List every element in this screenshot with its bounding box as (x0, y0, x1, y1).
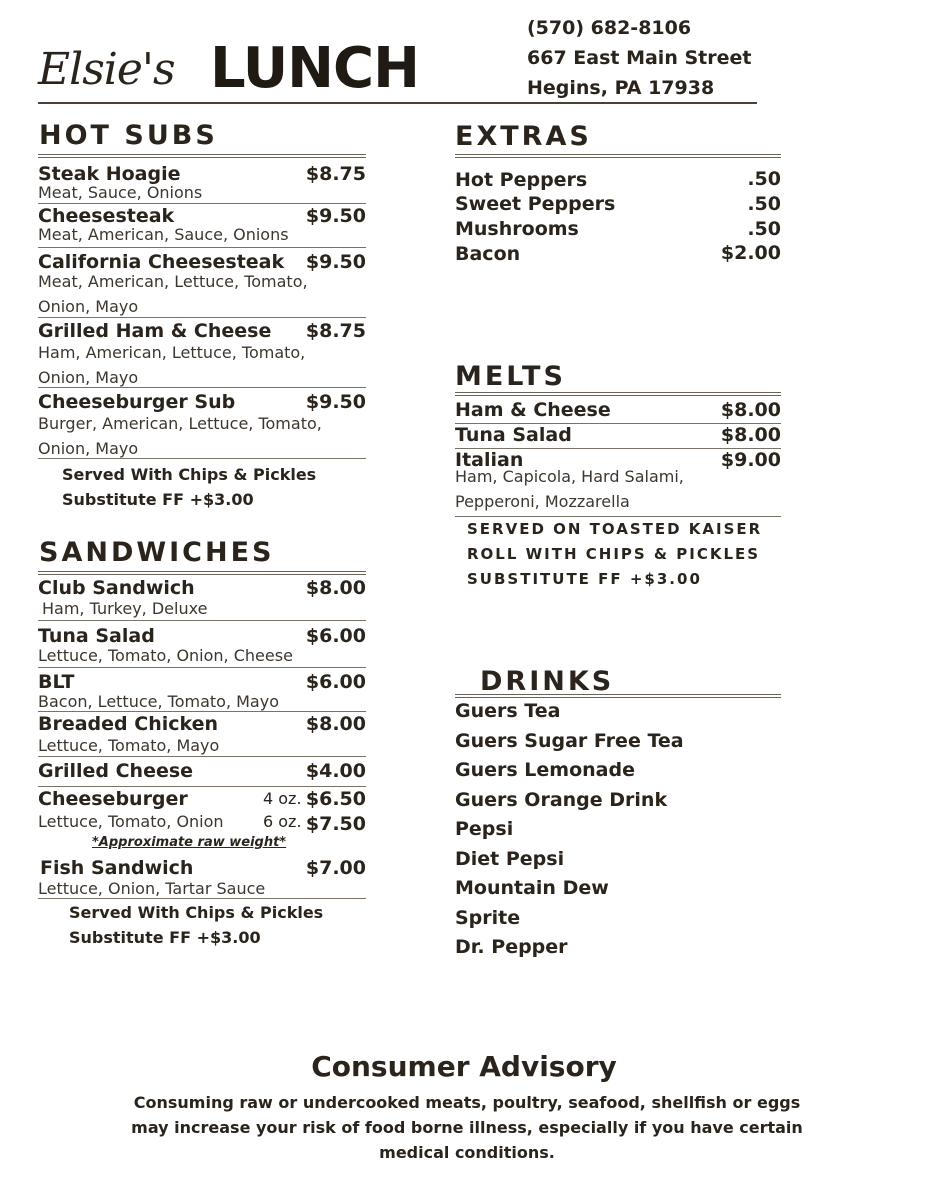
list-item: Dr. Pepper (455, 936, 568, 958)
menu-item (38, 577, 366, 621)
item-name: Italian (455, 449, 524, 471)
note-line: Served With Chips & Pickles (69, 903, 324, 922)
menu-item (455, 424, 781, 449)
item-desc: Meat, Sauce, Onions (38, 183, 203, 202)
melts-rule (455, 392, 781, 396)
item-name: Tuna Salad (38, 625, 155, 647)
item-name: Cheeseburger (38, 788, 188, 810)
item-price: $9.50 (305, 251, 366, 273)
item-desc: Lettuce, Tomato, Onion, Cheese (38, 646, 293, 665)
phone-number: (570) 682-8106 (527, 17, 692, 39)
drinks-rule (455, 694, 781, 698)
item-price: $4.00 (305, 760, 366, 782)
item-price: .50 (747, 193, 781, 215)
size-label: 6 oz. (263, 812, 302, 831)
item-desc: Ham, American, Lettuce, Tomato, (38, 343, 306, 362)
list-item: Sprite (455, 907, 521, 929)
menu-item (455, 399, 781, 424)
logo-script-text: Elsie's (38, 44, 175, 95)
item-name: Cheesesteak (38, 205, 175, 227)
item-name: Fish Sandwich (40, 857, 194, 879)
item-desc: Onion, Mayo (38, 368, 139, 387)
list-item: Guers Orange Drink (455, 789, 668, 811)
melts-title: MELTS (455, 361, 566, 392)
item-name: Mushrooms (455, 218, 579, 240)
item-price: $6.50 (305, 788, 366, 810)
melts-note (467, 517, 762, 592)
list-item: Diet Pepsi (455, 848, 565, 870)
sandwiches-note (69, 900, 323, 950)
sandwiches-title: SANDWICHES (39, 537, 275, 568)
menu-item (38, 713, 366, 757)
menu-item (38, 760, 366, 787)
item-desc: Lettuce, Onion, Tartar Sauce (38, 879, 266, 898)
note-line: SUBSTITUTE FF +$3.00 (467, 570, 702, 588)
item-price: $8.75 (305, 320, 366, 342)
advisory-line: medical conditions. (379, 1143, 555, 1162)
menu-item (38, 788, 366, 856)
item-price: $8.75 (305, 163, 366, 185)
item-desc: Ham, Turkey, Deluxe (42, 599, 208, 618)
item-name: Breaded Chicken (38, 713, 219, 735)
menu-item (38, 205, 366, 248)
drinks-title: DRINKS (480, 666, 615, 697)
item-desc: Ham, Capicola, Hard Salami, (455, 467, 684, 486)
extras-title: EXTRAS (455, 121, 592, 152)
advisory-title: Consumer Advisory (311, 1050, 617, 1083)
item-name: Grilled Ham & Cheese (38, 320, 272, 342)
item-name: Hot Peppers (455, 169, 588, 191)
item-price: $6.00 (305, 671, 366, 693)
advisory-text (0, 1090, 928, 1165)
item-name: Grilled Cheese (38, 760, 194, 782)
item-name: BLT (38, 671, 75, 693)
list-item: Pepsi (455, 818, 514, 840)
item-name: Bacon (455, 243, 521, 265)
item-price: .50 (747, 218, 781, 240)
item-price: $6.00 (305, 625, 366, 647)
address-line-2: Hegins, PA 17938 (527, 77, 715, 99)
item-desc: Onion, Mayo (38, 439, 139, 458)
menu-item (455, 449, 781, 517)
item-name: Sweet Peppers (455, 193, 616, 215)
item-desc: Lettuce, Tomato, Onion (38, 812, 224, 831)
menu-item (38, 671, 366, 712)
menu-item (38, 391, 366, 459)
item-desc: Lettuce, Tomato, Mayo (38, 736, 220, 755)
item-price: .50 (747, 168, 781, 190)
weight-note: *Approximate raw weight* (92, 835, 287, 850)
menu-item (38, 163, 366, 204)
sandwiches-rule (38, 571, 366, 575)
note-line: SERVED ON TOASTED KAISER (467, 520, 763, 538)
item-price: $9.00 (720, 449, 781, 471)
list-item: Guers Tea (455, 700, 561, 722)
item-name: Steak Hoagie (38, 163, 181, 185)
note-line: ROLL WITH CHIPS & PICKLES (467, 545, 761, 563)
note-line: Substitute FF +$3.00 (62, 490, 254, 509)
item-price: $9.50 (305, 391, 366, 413)
item-price: $8.00 (720, 399, 781, 421)
contact-block (527, 13, 751, 103)
item-price: $7.50 (305, 813, 366, 835)
item-name: Tuna Salad (455, 424, 572, 446)
advisory-line: Consuming raw or undercooked meats, poultry, seafood, shellfish or eggs (133, 1093, 801, 1112)
logo-bold-text: LUNCH (210, 36, 419, 101)
hot-subs-title: HOT SUBS (39, 120, 218, 151)
item-desc: Meat, American, Sauce, Onions (38, 225, 289, 244)
item-desc: Bacon, Lettuce, Tomato, Mayo (38, 692, 279, 711)
menu-item (38, 320, 366, 388)
note-line: Served With Chips & Pickles (62, 465, 317, 484)
item-price: $2.00 (720, 242, 781, 264)
item-name: California Cheesesteak (38, 251, 285, 273)
item-price: $8.00 (305, 713, 366, 735)
size-label: 4 oz. (263, 789, 302, 808)
menu-item (38, 251, 366, 318)
extras-rule (455, 154, 781, 158)
item-name: Ham & Cheese (455, 399, 611, 421)
item-name: Club Sandwich (38, 577, 195, 599)
address-line-1: 667 East Main Street (527, 47, 752, 69)
note-line: Substitute FF +$3.00 (69, 928, 261, 947)
item-price: $8.00 (305, 577, 366, 599)
menu-item (38, 857, 366, 899)
menu-item (38, 625, 366, 668)
header-divider (38, 102, 757, 104)
hot-subs-rule (38, 154, 366, 158)
item-name: Cheeseburger Sub (38, 391, 236, 413)
hot-subs-note (62, 462, 316, 512)
item-desc: Meat, American, Lettuce, Tomato, (38, 272, 308, 291)
item-desc: Burger, American, Lettuce, Tomato, (38, 414, 322, 433)
item-price: $8.00 (720, 424, 781, 446)
list-item: Mountain Dew (455, 877, 609, 899)
item-price: $9.50 (305, 205, 366, 227)
item-price: $7.00 (305, 857, 366, 879)
list-item: Guers Lemonade (455, 759, 635, 781)
list-item: Guers Sugar Free Tea (455, 730, 684, 752)
extras-list (455, 166, 781, 270)
advisory-line: may increase your risk of food borne illness, especially if you have certain (131, 1118, 803, 1137)
item-desc: Onion, Mayo (38, 297, 139, 316)
item-desc: Pepperoni, Mozzarella (455, 492, 630, 511)
drinks-list (455, 700, 781, 970)
